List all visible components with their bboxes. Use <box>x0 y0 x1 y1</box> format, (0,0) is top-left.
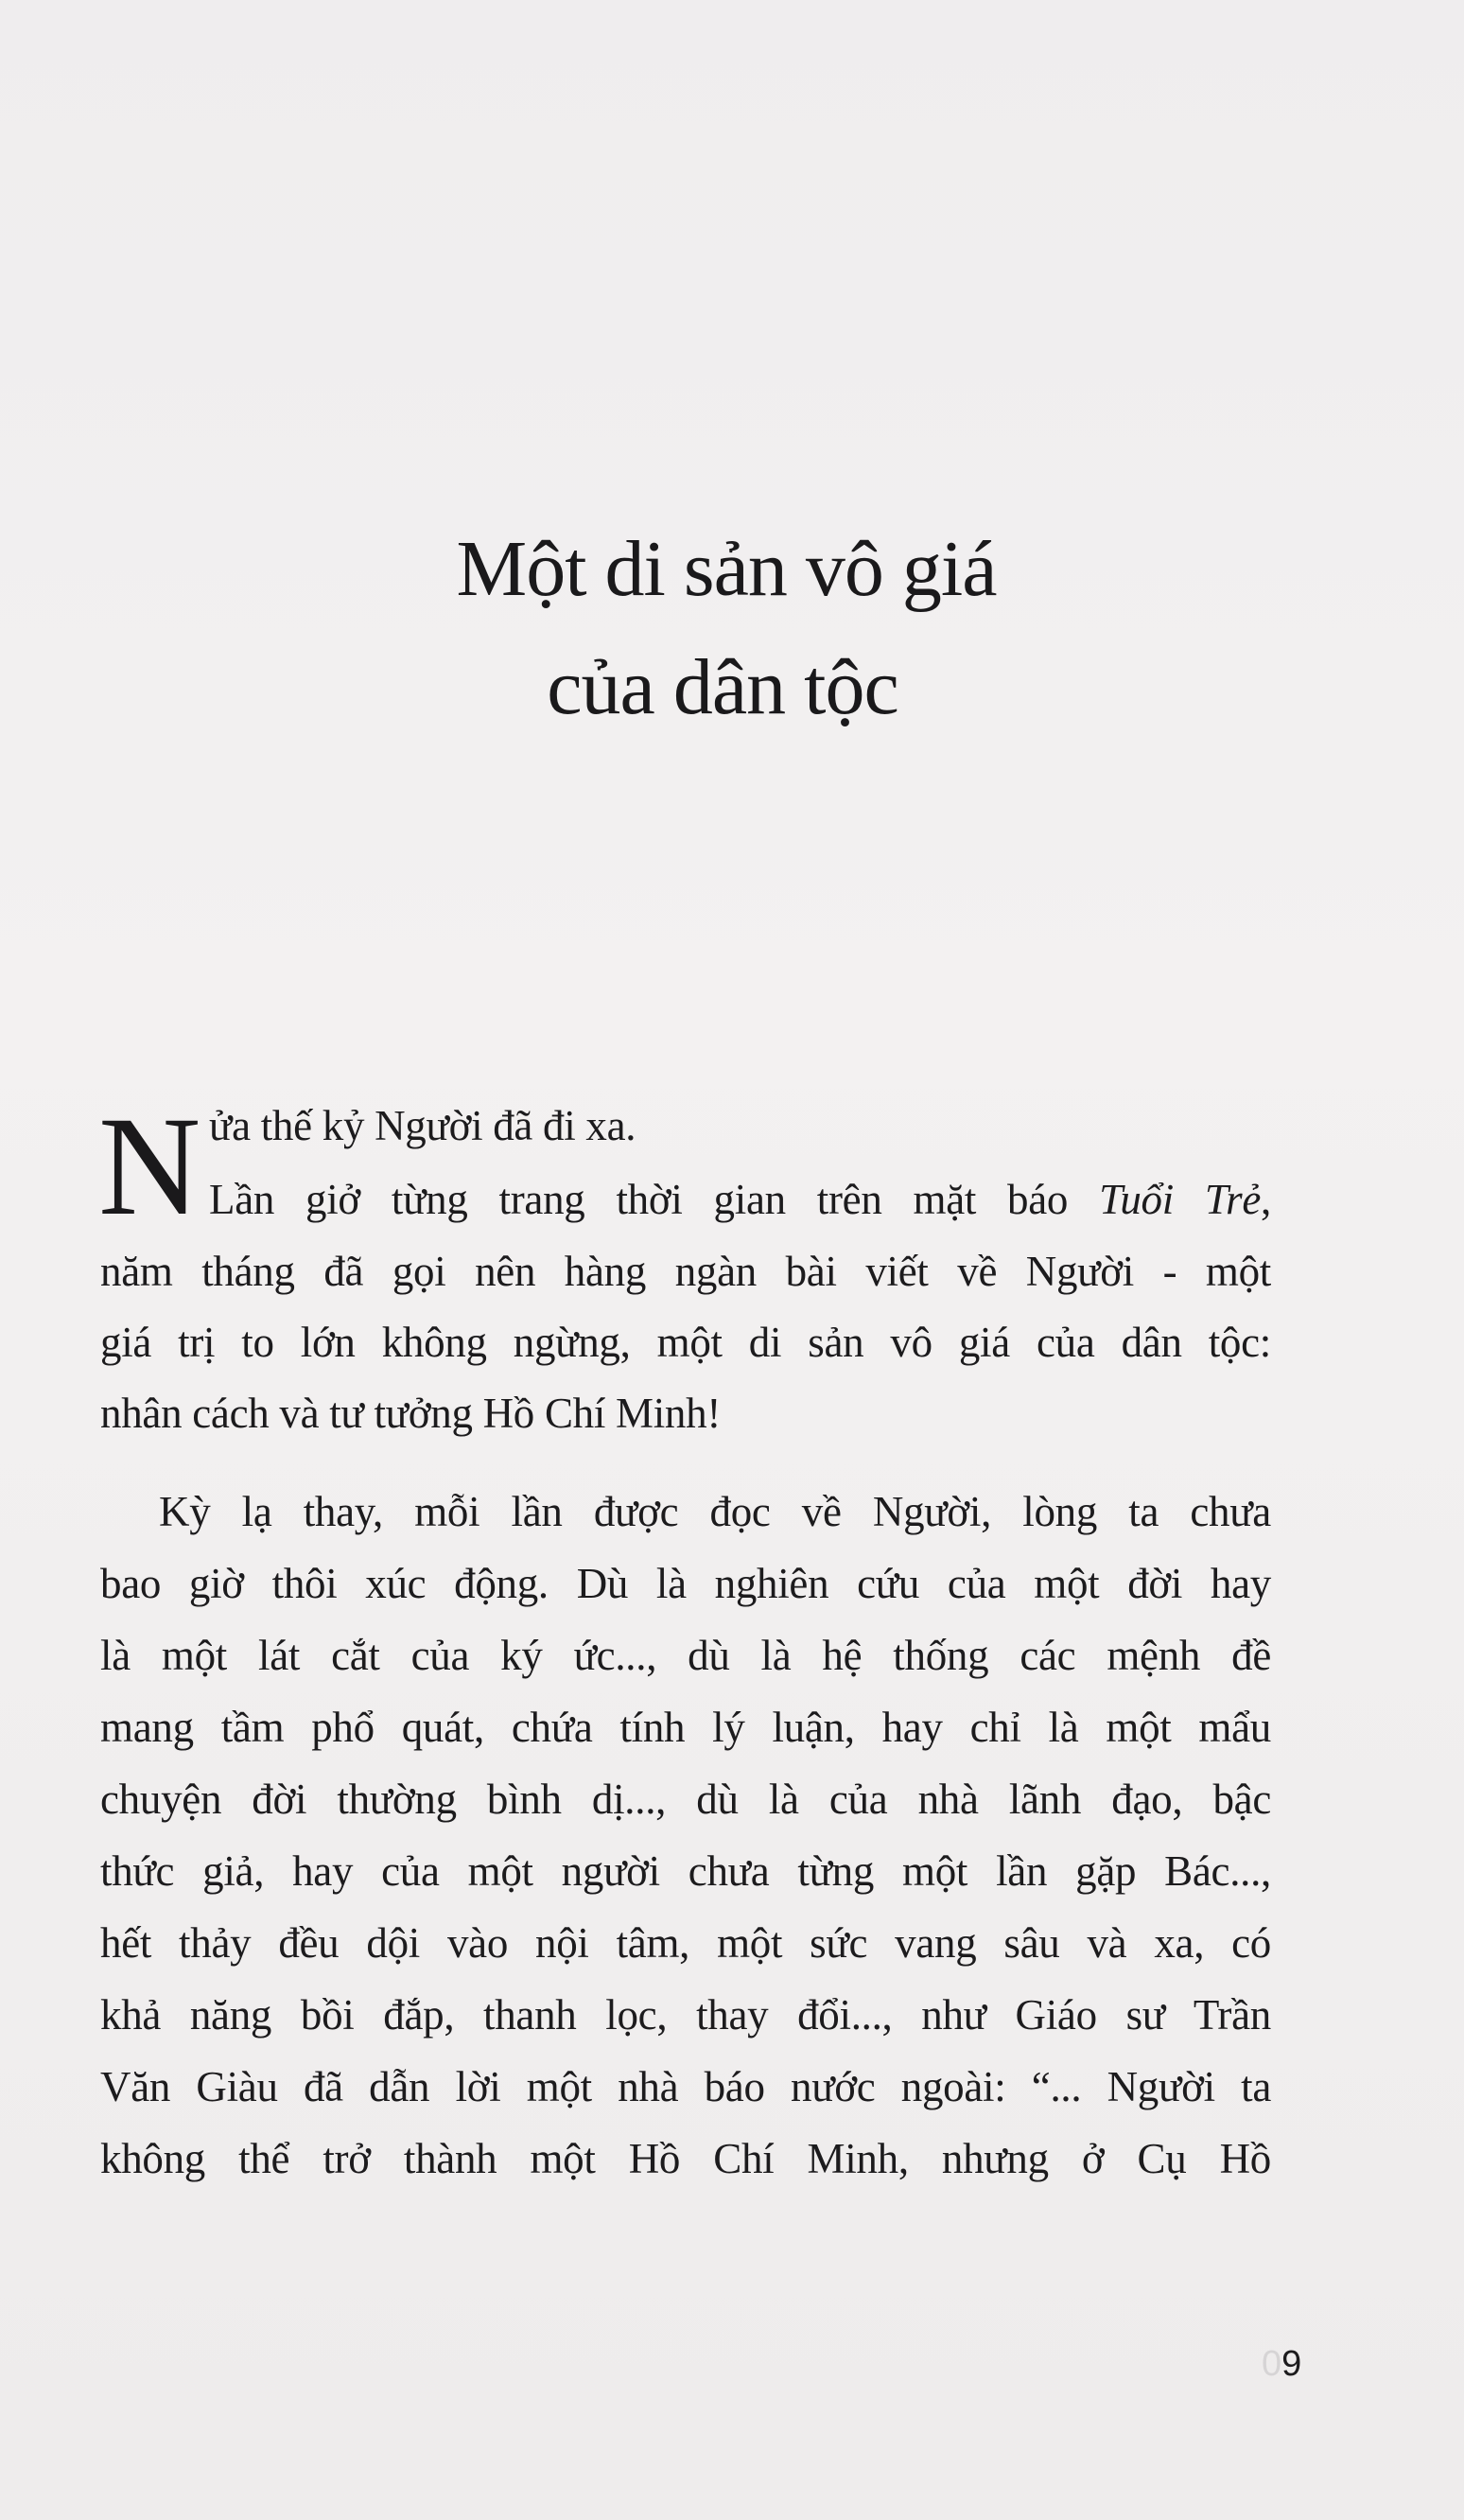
chapter-title-line-1: Một di sản vô giá <box>456 525 997 613</box>
page-number-digit: 9 <box>1281 2344 1302 2384</box>
text-line: mang tầm phổ quát, chứa tính lý luận, hay chỉ là một mẩu <box>100 1704 1271 1751</box>
text-line: thức giả, hay của một người chưa từng một lần gặp Bác..., <box>100 1847 1271 1895</box>
text-line: không thể trở thành một Hồ Chí Minh, nhưng ở Cụ Hồ <box>100 2135 1271 2182</box>
text-line: hết thảy đều dội vào nội tâm, một sức vang sâu và xa, có <box>100 1919 1271 1967</box>
text-line: giá trị to lớn không ngừng, một di sản vô giá của dân tộc: <box>100 1319 1271 1366</box>
text-line: Văn Giàu đã dẫn lời một nhà báo nước ngoài: “... Người ta <box>100 2063 1271 2110</box>
page-number-faint-digit: 0 <box>1262 2344 1282 2384</box>
text-line: năm tháng đã gọi nên hàng ngàn bài viết về Người - một <box>100 1248 1271 1295</box>
page-number <box>1262 2344 1301 2385</box>
drop-cap: N <box>98 1088 201 1245</box>
chapter-title-line-2: của dân tộc <box>547 643 898 731</box>
text-fragment: , <box>1261 1176 1271 1223</box>
text-line: chuyện đời thường bình dị..., dù là của nhà lãnh đạo, bậc <box>100 1776 1271 1823</box>
text-line: là một lát cắt của ký ức..., dù là hệ thống các mệnh đề <box>100 1632 1271 1679</box>
text-line: nhân cách và tư tưởng Hồ Chí Minh! <box>100 1390 722 1437</box>
text-line: ửa thế kỷ Người đã đi xa. <box>209 1102 636 1149</box>
text-line: khả năng bồi đắp, thanh lọc, thay đổi..., như Giáo sư Trần <box>100 1991 1271 2039</box>
text-line: Kỳ lạ thay, mỗi lần được đọc về Người, lòng ta chưa <box>159 1488 1271 1535</box>
text-line: bao giờ thôi xúc động. Dù là nghiên cứu của một đời hay <box>100 1560 1271 1607</box>
newspaper-title: Tuổi Trẻ <box>1099 1176 1262 1223</box>
text-line <box>209 1171 1271 1228</box>
text-fragment: Lần giở từng trang thời gian trên mặt báo <box>209 1176 1100 1223</box>
